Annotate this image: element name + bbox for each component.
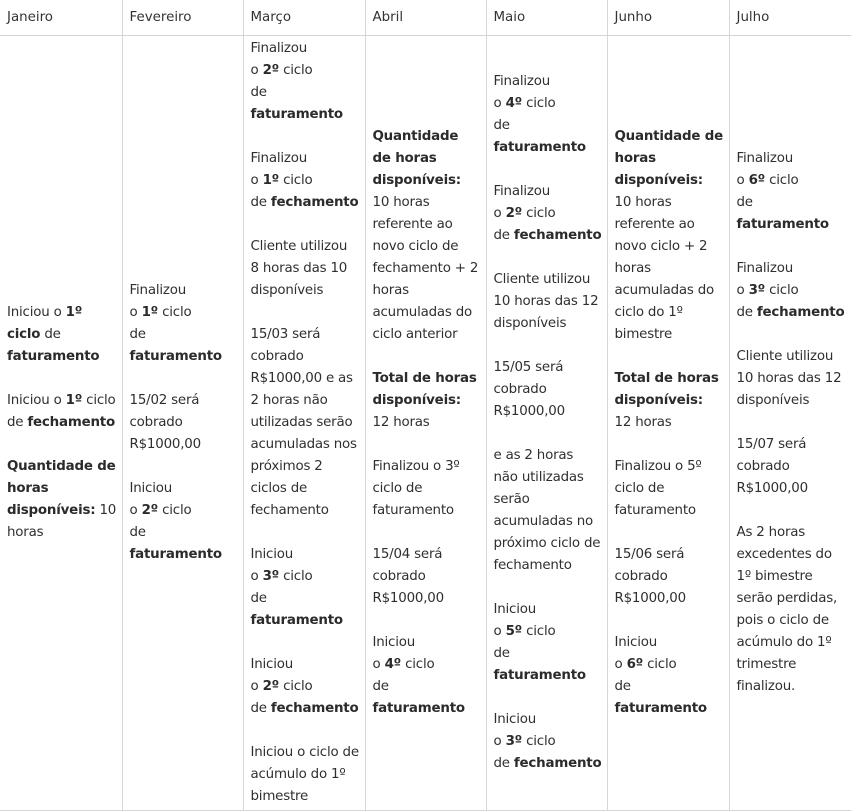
text-run: Iniciou o bbox=[493, 602, 537, 639]
header-junho: Junho bbox=[607, 0, 729, 36]
cell-paragraph bbox=[373, 126, 481, 346]
text-run: Finalizou o 3º ciclo de faturamento bbox=[372, 459, 460, 518]
text-run: Iniciou o bbox=[372, 635, 416, 672]
text-run: Finalizou o bbox=[736, 151, 793, 188]
text-run: Iniciou o ciclo de acúmulo do 1º bimestre bbox=[250, 745, 359, 804]
bold-text: faturamento bbox=[736, 217, 829, 232]
text-run: Finalizou o bbox=[250, 151, 307, 188]
cell-paragraph bbox=[494, 181, 602, 247]
text-run: As 2 horas excedentes do 1º bimestre serão perdidas, pois o ciclo de acúmulo do 1º trimestre finalizou. bbox=[736, 525, 838, 694]
cell-paragraph bbox=[737, 148, 847, 236]
bold-text: fechamento bbox=[756, 305, 845, 320]
bold-text: faturamento bbox=[250, 107, 343, 122]
bold-text: Total de horas disponíveis: bbox=[614, 371, 719, 408]
cell-junho bbox=[607, 36, 729, 811]
bold-text: 4º bbox=[384, 657, 402, 672]
cell-paragraph bbox=[494, 357, 602, 423]
text-run: Iniciou o bbox=[129, 481, 173, 518]
cell-paragraph bbox=[615, 368, 724, 434]
text-run: de bbox=[40, 327, 61, 342]
text-run: Iniciou o bbox=[250, 657, 294, 694]
text-run: ciclo de bbox=[129, 503, 192, 540]
text-run: Cliente utilizou 10 horas das 12 disponíveis bbox=[736, 349, 842, 408]
bold-text: 3º bbox=[262, 569, 280, 584]
bold-text: 1º ciclo bbox=[7, 305, 83, 342]
text-run: ciclo de bbox=[250, 569, 313, 606]
text-run: Cliente utilizou 10 horas das 12 disponíveis bbox=[493, 272, 599, 331]
text-run: e as 2 horas não utilizadas serão acumuladas no próximo ciclo de fechamento bbox=[493, 448, 601, 573]
cell-paragraph bbox=[130, 390, 238, 456]
cell-paragraph bbox=[373, 368, 481, 434]
header-julho: Julho bbox=[729, 0, 851, 36]
cell-paragraph bbox=[373, 544, 481, 610]
cell-paragraph bbox=[130, 280, 238, 368]
cell-paragraph bbox=[251, 654, 360, 720]
cell-paragraph bbox=[615, 126, 724, 346]
cell-paragraph bbox=[373, 456, 481, 522]
bold-text: fechamento bbox=[513, 228, 602, 243]
header-abril: Abril bbox=[365, 0, 486, 36]
text-run: ciclo de bbox=[493, 734, 556, 771]
bold-text: 5º bbox=[505, 624, 523, 639]
text-run: ciclo de bbox=[250, 173, 313, 210]
text-run: Finalizou o bbox=[250, 41, 307, 78]
cell-paragraph bbox=[251, 148, 360, 214]
cell-paragraph bbox=[251, 544, 360, 632]
bold-text: 6º bbox=[748, 173, 766, 188]
text-run: ciclo de bbox=[493, 206, 556, 243]
cell-abril bbox=[365, 36, 486, 811]
text-run: Iniciou o bbox=[7, 393, 66, 408]
text-run: ciclo de bbox=[614, 657, 677, 694]
text-run: 15/02 será cobrado R$1000,00 bbox=[129, 393, 201, 452]
text-run: 15/04 será cobrado R$1000,00 bbox=[372, 547, 444, 606]
bold-text: 2º bbox=[262, 679, 280, 694]
header-marco: Março bbox=[243, 0, 365, 36]
bold-text: faturamento bbox=[250, 613, 343, 628]
text-run: ciclo de bbox=[250, 679, 313, 716]
bold-text: faturamento bbox=[129, 547, 222, 562]
text-run: 15/05 será cobrado R$1000,00 bbox=[493, 360, 565, 419]
bold-text: 3º bbox=[748, 283, 766, 298]
cell-paragraph bbox=[494, 71, 602, 159]
bold-text: 3º bbox=[505, 734, 523, 749]
text-run: ciclo de bbox=[736, 283, 799, 320]
bold-text: fechamento bbox=[513, 756, 602, 771]
bold-text: faturamento bbox=[129, 349, 222, 364]
cell-paragraph bbox=[251, 236, 360, 302]
text-run: Iniciou o bbox=[250, 547, 294, 584]
header-maio: Maio bbox=[486, 0, 607, 36]
bold-text: Quantidade de horas disponíveis: bbox=[7, 459, 116, 518]
cell-paragraph bbox=[494, 599, 602, 687]
cell-paragraph bbox=[737, 346, 847, 412]
text-run: 10 horas referente ao novo ciclo de fechamento + 2 horas acumuladas do ciclo anterior bbox=[372, 195, 479, 342]
bold-text: faturamento bbox=[493, 668, 586, 683]
text-run: ciclo de bbox=[372, 657, 435, 694]
bold-text: Total de horas disponíveis: bbox=[372, 371, 477, 408]
bold-text: 4º bbox=[505, 96, 523, 111]
content-row bbox=[0, 36, 851, 811]
header-janeiro: Janeiro bbox=[0, 0, 122, 36]
bold-text: 2º bbox=[505, 206, 523, 221]
cell-paragraph bbox=[494, 445, 602, 577]
bold-text: fechamento bbox=[270, 195, 359, 210]
bold-text: 1º bbox=[262, 173, 280, 188]
text-run: Finalizou o bbox=[493, 184, 550, 221]
text-run: Iniciou o bbox=[614, 635, 658, 672]
bold-text: faturamento bbox=[7, 349, 100, 364]
text-run: Iniciou o bbox=[7, 305, 66, 320]
bold-text: fechamento bbox=[270, 701, 359, 716]
text-run: Finalizou o bbox=[736, 261, 793, 298]
text-run: Finalizou o 5º ciclo de faturamento bbox=[614, 459, 702, 518]
bold-text: Quantidade de horas disponíveis: bbox=[372, 129, 461, 188]
cell-paragraph bbox=[251, 38, 360, 126]
text-run: 12 horas bbox=[614, 415, 672, 430]
cell-paragraph bbox=[494, 269, 602, 335]
bold-text: 1º bbox=[141, 305, 159, 320]
cell-paragraph bbox=[251, 324, 360, 522]
cell-paragraph bbox=[615, 544, 724, 610]
cell-paragraph bbox=[7, 456, 117, 544]
cell-paragraph bbox=[251, 742, 360, 808]
cell-julho bbox=[729, 36, 851, 811]
text-run: ciclo de bbox=[493, 624, 556, 661]
cell-paragraph bbox=[615, 456, 724, 522]
cell-maio bbox=[486, 36, 607, 811]
text-run: Iniciou o bbox=[493, 712, 537, 749]
header-row bbox=[0, 0, 851, 36]
cell-paragraph bbox=[737, 434, 847, 500]
text-run: ciclo de bbox=[493, 96, 556, 133]
cell-marco bbox=[243, 36, 365, 811]
text-run: 10 horas bbox=[7, 503, 117, 540]
text-run: 15/06 será cobrado R$1000,00 bbox=[614, 547, 686, 606]
bold-text: faturamento bbox=[493, 140, 586, 155]
cell-paragraph bbox=[615, 632, 724, 720]
cell-paragraph bbox=[7, 302, 117, 368]
text-run: ciclo de bbox=[7, 393, 116, 430]
cell-janeiro bbox=[0, 36, 122, 811]
bold-text: 6º bbox=[626, 657, 644, 672]
cell-paragraph bbox=[737, 522, 847, 698]
text-run: 15/03 será cobrado R$1000,00 e as 2 horas não utilizadas serão acumuladas nos próximos 2 ciclos de fechamento bbox=[250, 327, 357, 518]
cell-paragraph bbox=[130, 478, 238, 566]
bold-text: Quantidade de horas disponíveis: bbox=[614, 129, 723, 188]
cell-paragraph bbox=[373, 632, 481, 720]
header-fevereiro: Fevereiro bbox=[122, 0, 243, 36]
bold-text: 2º bbox=[262, 63, 280, 78]
cell-fevereiro bbox=[122, 36, 243, 811]
cell-paragraph bbox=[737, 258, 847, 324]
bold-text: faturamento bbox=[372, 701, 465, 716]
text-run: Cliente utilizou 8 horas das 10 disponíveis bbox=[250, 239, 348, 298]
text-run: ciclo de bbox=[129, 305, 192, 342]
text-run: 10 horas referente ao novo ciclo + 2 horas acumuladas do ciclo do 1º bimestre bbox=[614, 195, 715, 342]
text-run: Finalizou o bbox=[493, 74, 550, 111]
bold-text: fechamento bbox=[27, 415, 115, 430]
bold-text: 1º bbox=[65, 393, 83, 408]
text-run: ciclo de bbox=[736, 173, 799, 210]
bold-text: 2º bbox=[141, 503, 159, 518]
bold-text: faturamento bbox=[614, 701, 707, 716]
text-run: 12 horas bbox=[372, 415, 430, 430]
text-run: ciclo de bbox=[250, 63, 313, 100]
cell-paragraph bbox=[494, 709, 602, 775]
text-run: 15/07 será cobrado R$1000,00 bbox=[736, 437, 808, 496]
cell-paragraph bbox=[7, 390, 117, 434]
text-run: Finalizou o bbox=[129, 283, 186, 320]
